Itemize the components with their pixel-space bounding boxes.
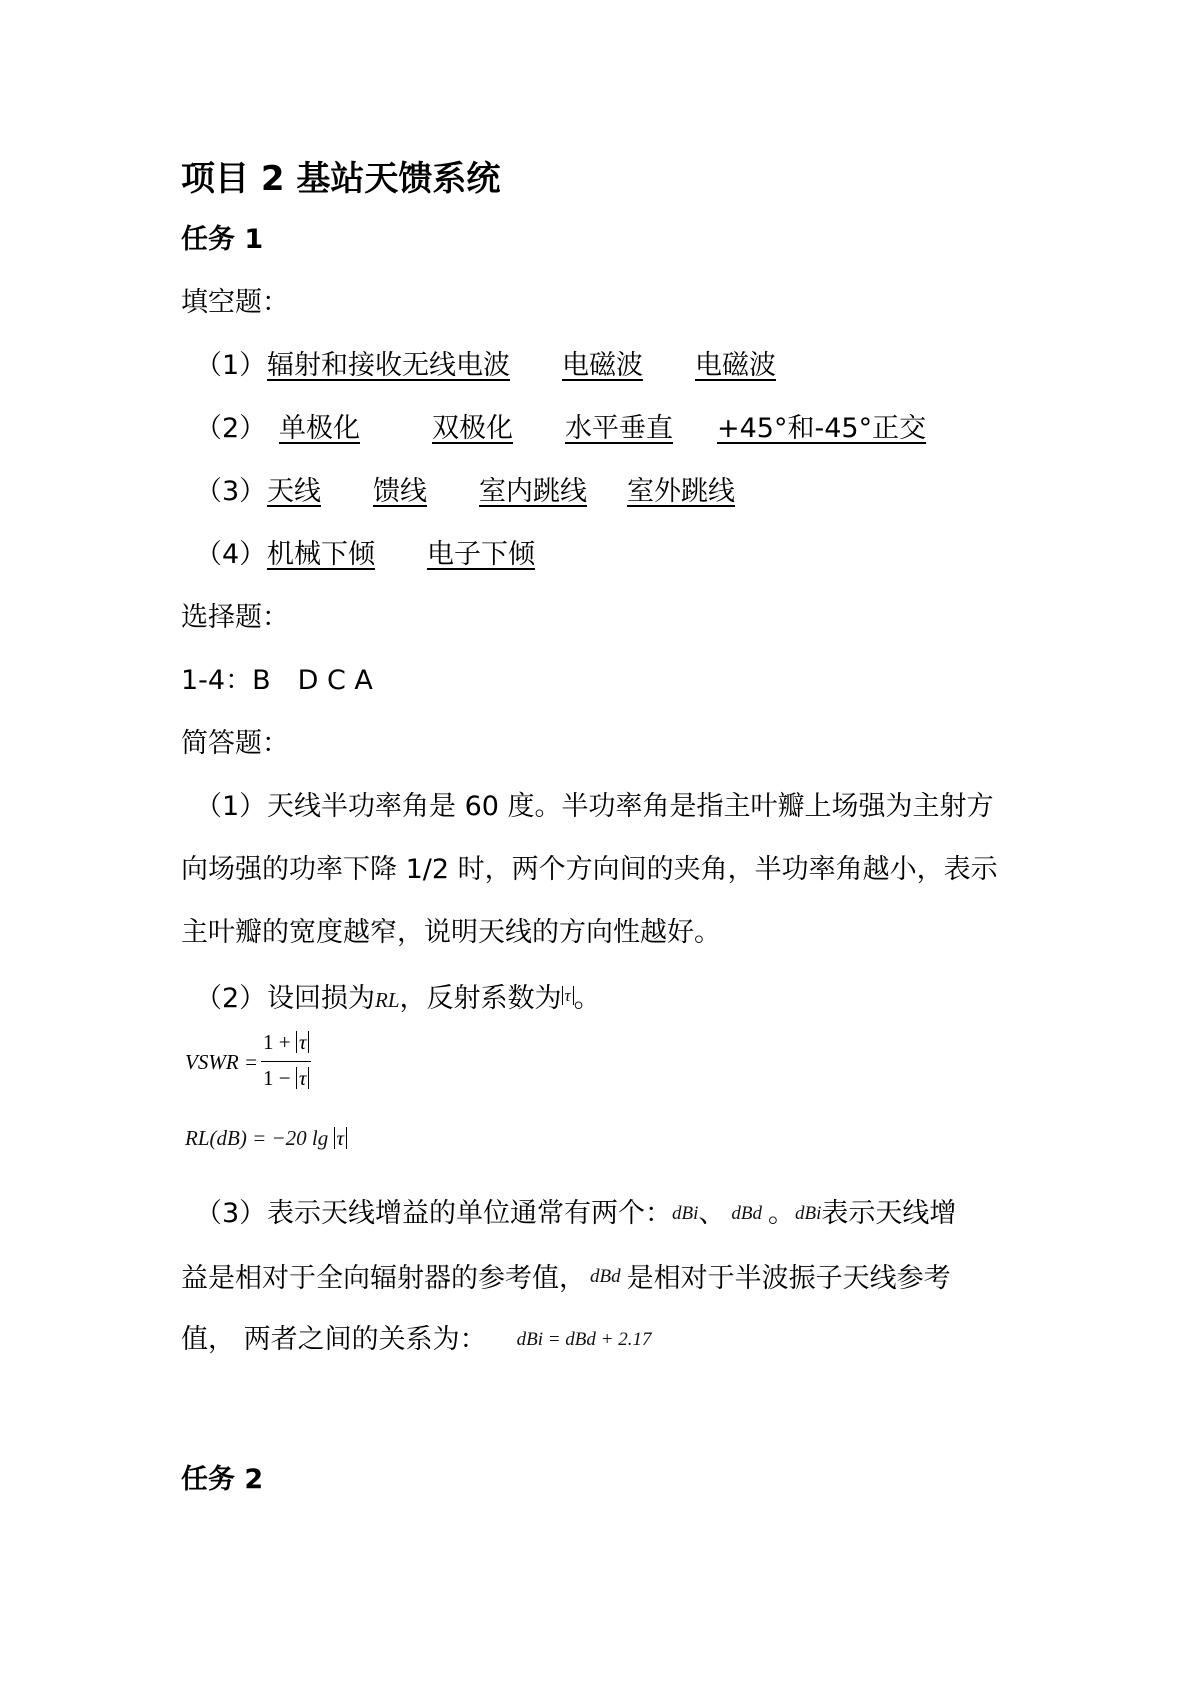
short-answer-q1-line2: 向场强的功率下降 1/2 时，两个方向间的夹角，半功率角越小，表示 [181,854,998,885]
item-number: （1） [195,791,267,822]
answer: 室外跳线 [627,476,735,507]
short-answer-q2-line1 [181,976,601,1020]
answer: 电磁波 [695,350,776,381]
denominator-text: 1 − [263,1066,296,1090]
answer-underline [267,476,749,507]
task1-heading: 任务 1 [181,224,264,255]
short-answer-q3-line1 [181,1194,956,1234]
short-answer-q1-line3: 主叶瓣的宽度越窄，说明天线的方向性越好。 [181,917,721,948]
rl-formula [185,1126,347,1151]
paragraph-text: 益是相对于全向辐射器的参考值， [181,1263,586,1294]
formula-denominator [263,1066,309,1091]
answer: 双极化 [432,413,513,444]
formula-lhs: VSWR = [185,1050,259,1074]
math-tau-abs: τ [296,1031,310,1053]
answer: +45°和-45°正交 [717,413,927,444]
short-answer-q3-line2 [181,1257,951,1299]
paragraph-text: 。 [768,1198,795,1229]
answer: 馈线 [373,476,427,507]
fill-blank-item-4 [181,535,549,575]
math-relation: dBi = dBd + 2.17 [516,1329,652,1350]
math-dbd: dBd [590,1266,621,1287]
fill-blank-item-3 [181,472,749,512]
answer: 辐射和接收无线电波 [267,350,510,381]
formula-lhs: RL(dB) = −20 lg [185,1126,329,1150]
paragraph-text: ，反射系数为 [399,983,562,1014]
paragraph-text: 。 [573,983,601,1014]
math-tau-abs: τ [562,986,574,1005]
math-dbd: dBd [731,1203,762,1224]
answer: 机械下倾 [267,539,375,570]
math-dbi: dBi [795,1203,822,1224]
answer: 电磁波 [562,350,643,381]
paragraph-text: 设回损为 [267,983,375,1014]
item-number: （2） [195,413,267,444]
item-number: （3） [195,476,267,507]
short-answer-q3-line3 [181,1320,651,1360]
fill-blank-item-1 [181,346,812,386]
math-rl: RL [375,988,400,1012]
item-number: （2） [195,983,267,1014]
numerator-text: 1 + [263,1030,296,1054]
answer: 天线 [267,476,321,507]
math-tau-abs: τ [296,1067,310,1089]
paragraph-text: 表示天线增益的单位通常有两个： [267,1198,672,1229]
choice-answer: 1-4：B D C A [181,665,373,696]
choice-heading: 选择题： [181,602,289,633]
answer-underline [267,413,926,444]
paragraph-text: 表示天线增 [821,1198,957,1229]
item-number: （4） [195,539,267,570]
math-dbi: dBi [672,1203,699,1224]
separator: 、 [698,1198,726,1229]
answer: 单极化 [279,413,360,444]
short-answer-q1-line1 [181,787,994,827]
answer: 水平垂直 [565,413,673,444]
page-title: 项目 2 基站天馈系统 [181,159,501,199]
task2-heading: 任务 2 [181,1464,264,1495]
answer: 室内跳线 [479,476,587,507]
answer-underline [267,539,549,570]
formula-numerator [263,1030,309,1055]
math-tau-abs: τ [334,1127,348,1149]
fill-blank-heading: 填空题： [181,287,289,318]
item-number: （3） [195,1198,267,1229]
short-answer-heading: 简答题： [181,728,289,759]
paragraph-text: 值， 两者之间的关系为： [181,1324,487,1355]
fraction-bar [261,1061,311,1062]
paragraph-text: 是相对于半波振子天线参考 [626,1263,951,1294]
answer: 电子下倾 [427,539,535,570]
paragraph-text: 天线半功率角是 60 度。半功率角是指主叶瓣上场强为主射方 [267,791,994,822]
fill-blank-item-2 [181,409,926,449]
item-number: （1） [195,350,267,381]
answer-underline [267,350,812,381]
